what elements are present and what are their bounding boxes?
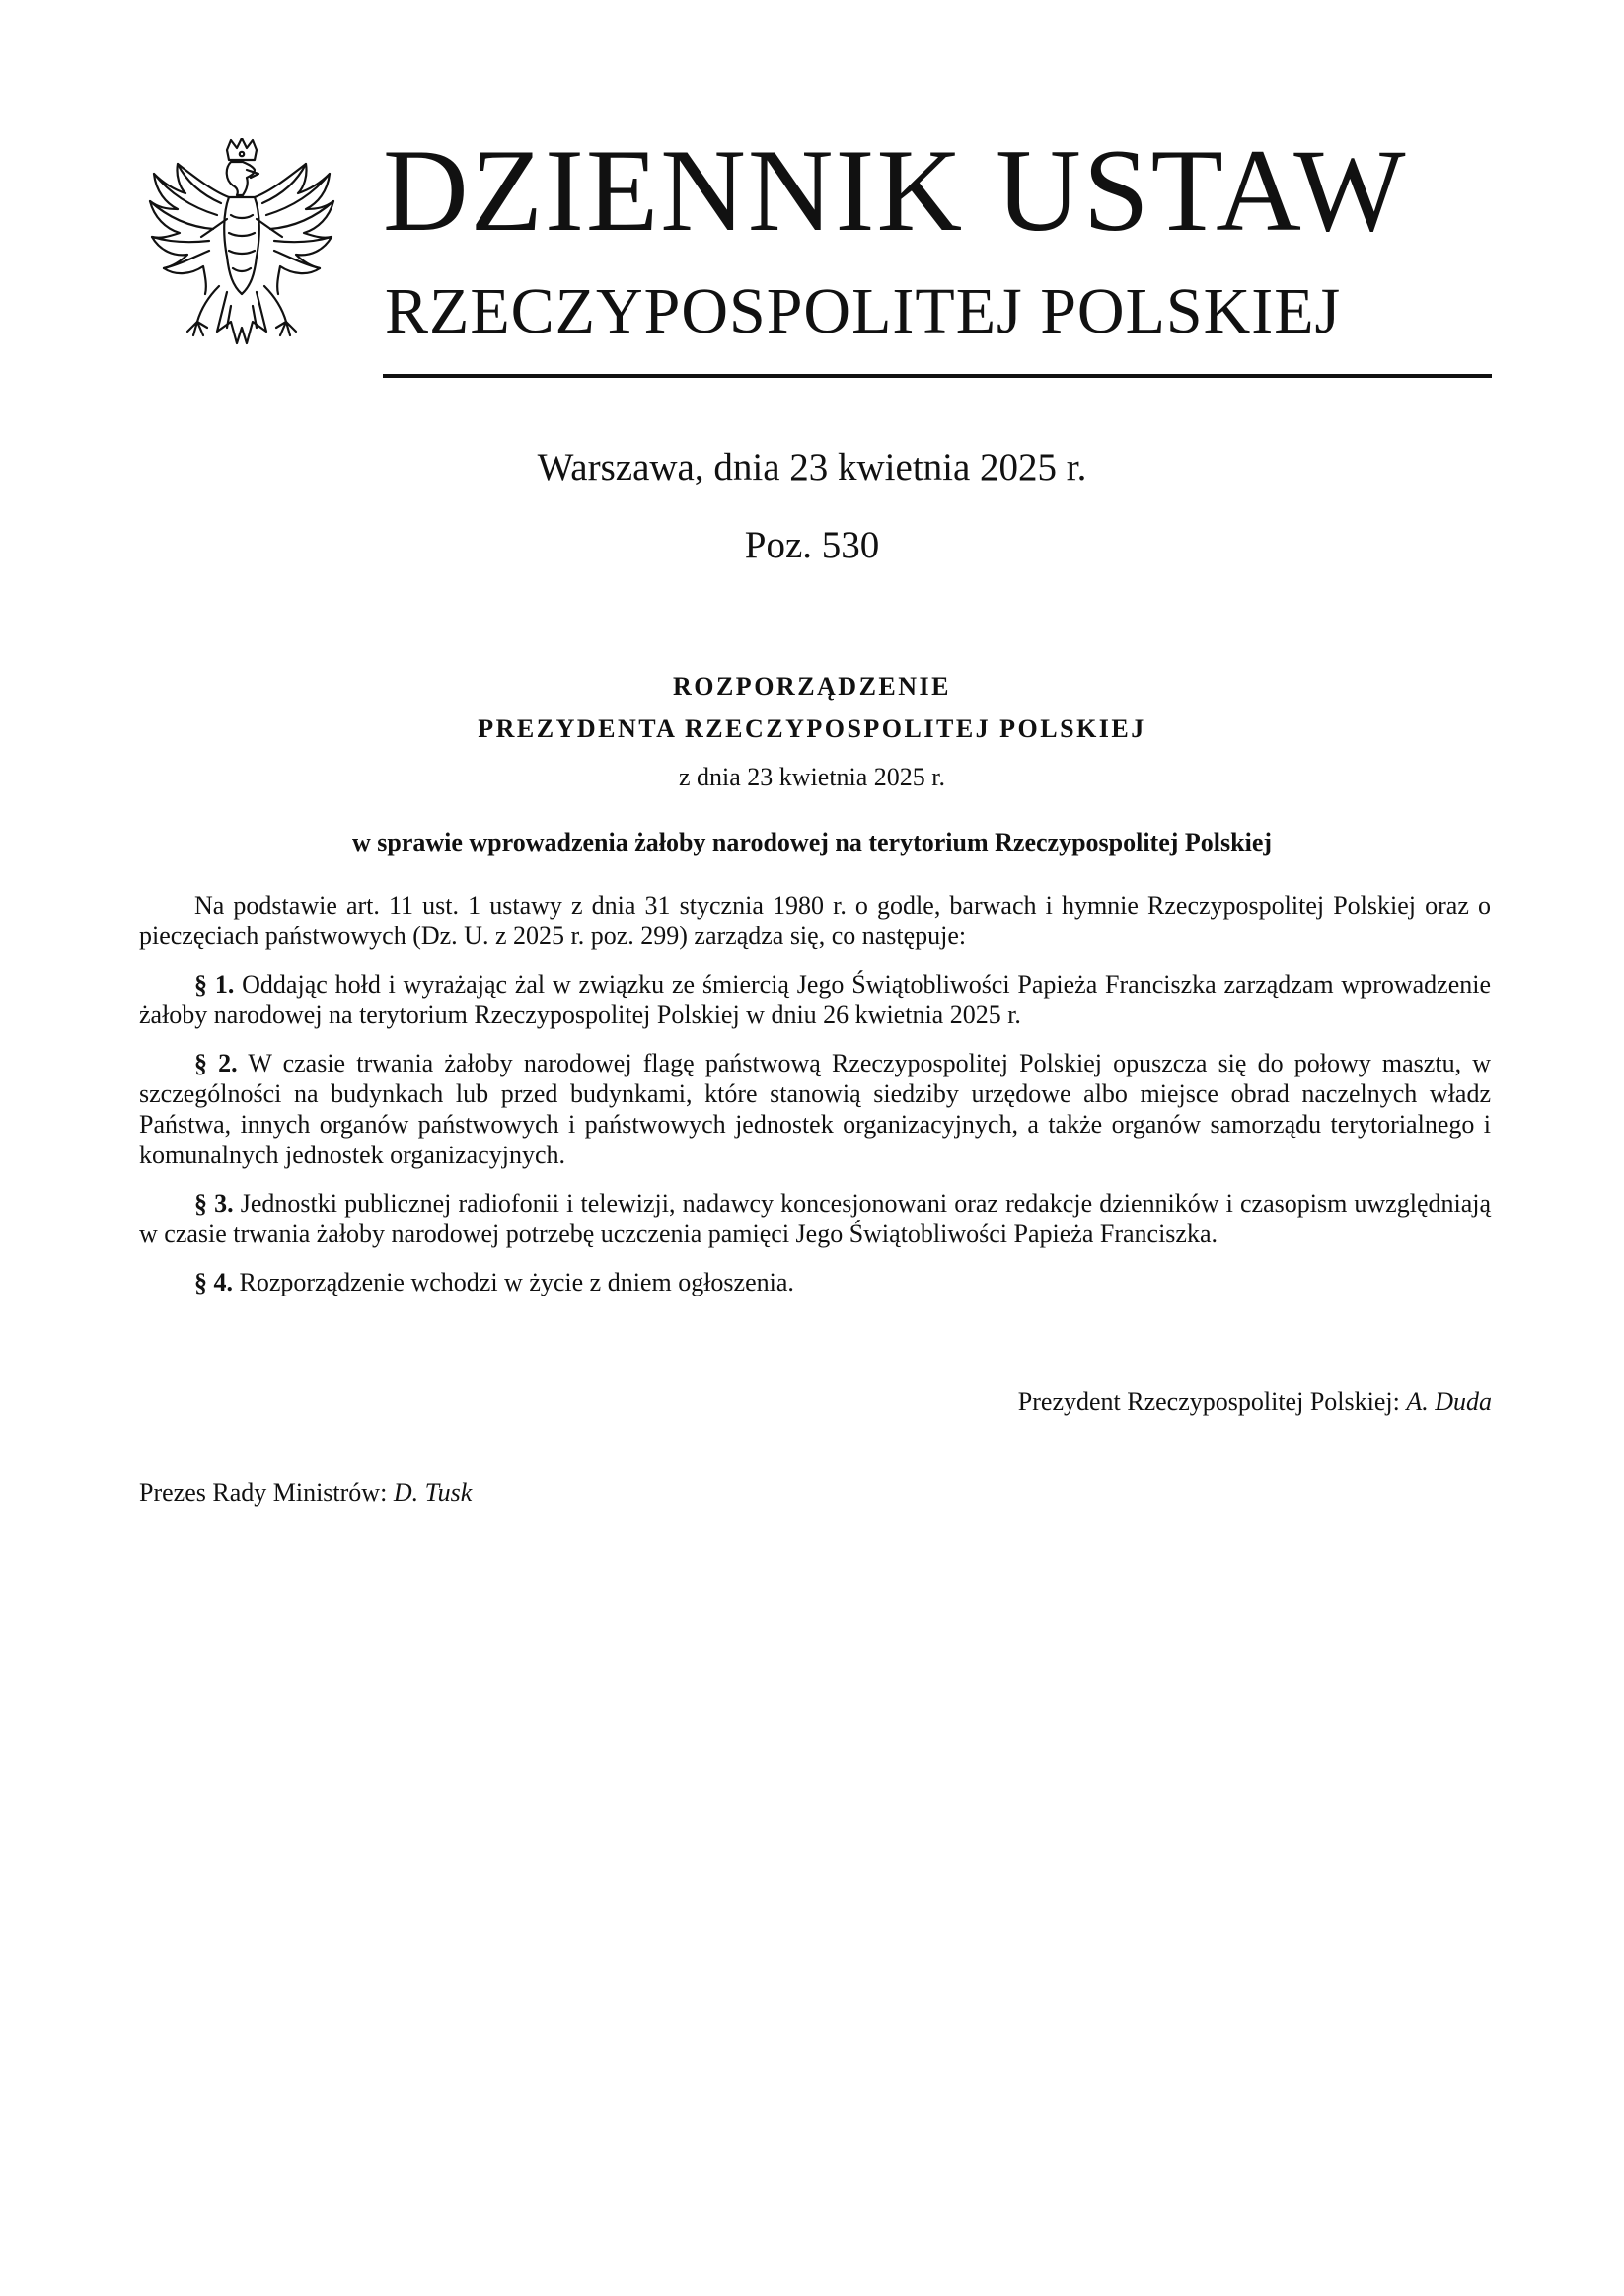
act-body [139, 890, 1491, 1315]
journal-title: DZIENNIK USTAW [383, 124, 1408, 256]
paragraph-number: § 1. [194, 970, 235, 999]
place-date: Warszawa, dnia 23 kwietnia 2025 r. [537, 446, 1087, 488]
president-label: Prezydent Rzeczypospolitej Polskiej: [1017, 1387, 1407, 1416]
paragraph-number: § 3. [194, 1189, 234, 1218]
paragraph-text: Oddając hołd i wyrażając żal w związku ze śmiercią Jego Świątobliwości Papieża Franciszka zarządzam wprowadzenie żałoby narodowej na terytorium Rzeczypospolitej Polskiej w dniu 26 kwietnia 2025 r. [139, 970, 1492, 1029]
act-author: PREZYDENTA RZECZYPOSPOLITEJ POLSKIEJ [478, 714, 1146, 743]
paragraph [139, 969, 1491, 1030]
paragraph-number: § 4. [194, 1268, 233, 1296]
paragraph-text: Jednostki publicznej radiofonii i telewizji, nadawcy koncesjonowani oraz redakcje dzienników i czasopism uwzględniają w czasie trwania żałoby narodowej potrzebę uczczenia pamięci Jego Świątobliwości Papieża Franciszka. [139, 1189, 1492, 1248]
polish-eagle-emblem-icon [148, 138, 335, 375]
paragraph-text: Rozporządzenie wchodzi w życie z dniem ogłoszenia. [239, 1268, 794, 1296]
president-name: A. Duda [1406, 1387, 1492, 1416]
header-rule [383, 374, 1492, 378]
paragraph [139, 1267, 1491, 1297]
prime-minister-label: Prezes Rady Ministrów: [139, 1478, 394, 1507]
prime-minister-name: D. Tusk [393, 1478, 473, 1507]
paragraph-number: § 2. [194, 1049, 238, 1077]
paragraph [139, 1048, 1491, 1170]
preamble: Na podstawie art. 11 ust. 1 ustawy z dnia 31 stycznia 1980 r. o godle, barwach i hymnie Rzeczypospolitej Polskiej oraz o pieczęciach państwowych (Dz. U. z 2025 r. poz. 299) zarządza się, co następuje: [139, 891, 1491, 950]
president-signature [1018, 1386, 1492, 1417]
prime-minister-signature [139, 1477, 472, 1508]
journal-subtitle: RZECZYPOSPOLITEJ POLSKIEJ [385, 275, 1342, 347]
act-type: ROZPORZĄDZENIE [672, 672, 952, 701]
position-number: Poz. 530 [744, 524, 880, 566]
paragraph-text: W czasie trwania żałoby narodowej flagę państwową Rzeczypospolitej Polskiej opuszcza się do połowy masztu, w szczególności na budynkach lub przed budynkami, które stanowią siedziby urzędowe albo miejsce obrad naczelnych władz Państwa, innych organów państwowych i państwowych jednostek organizacyjnych, a także organów samorządu terytorialnego i komunalnych jednostek organizacyjnych. [139, 1049, 1491, 1169]
paragraph [139, 1188, 1491, 1249]
act-subject: w sprawie wprowadzenia żałoby narodowej na terytorium Rzeczypospolitej Polskiej [351, 828, 1273, 856]
act-date: z dnia 23 kwietnia 2025 r. [678, 763, 946, 791]
